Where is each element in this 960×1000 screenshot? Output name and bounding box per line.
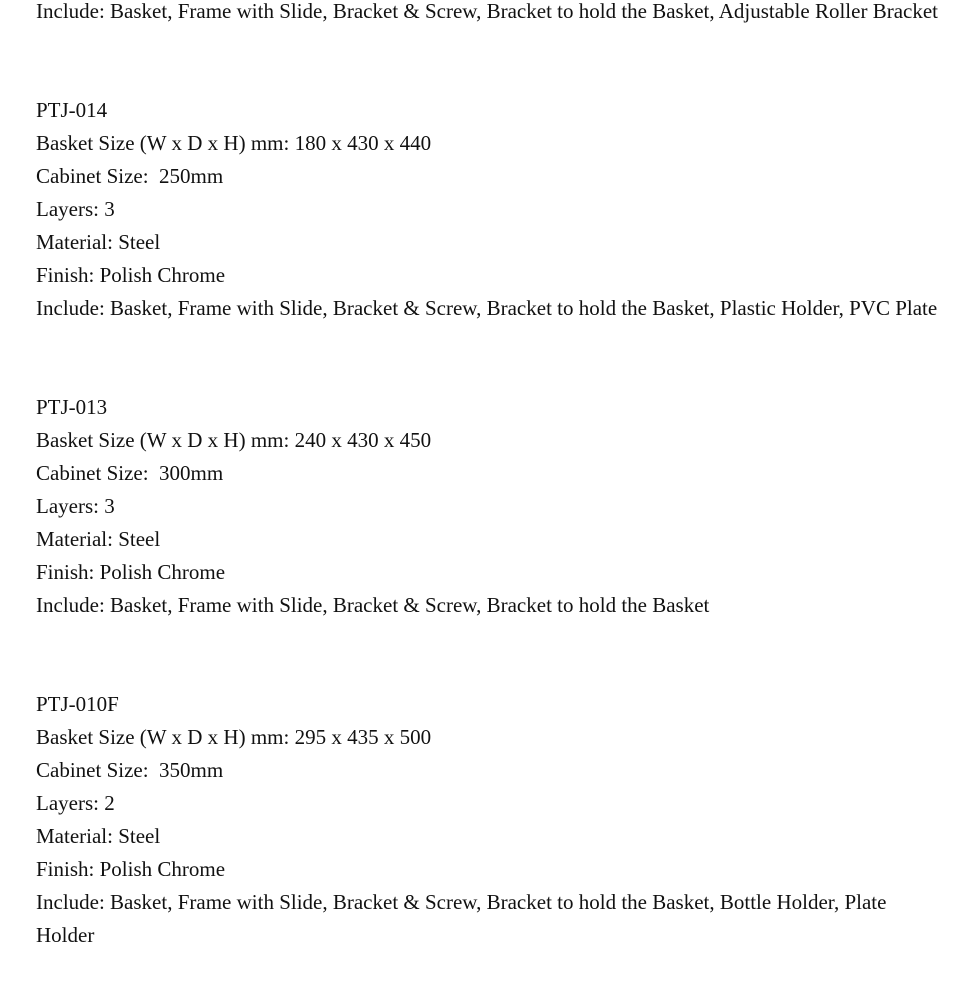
material-text: Material: Steel	[36, 824, 161, 848]
include-text: Include: Basket, Frame with Slide, Bracket & Screw, Bracket to hold the Basket	[36, 593, 710, 617]
product-code: PTJ-010F	[36, 692, 119, 716]
product-block-ptj-010f	[36, 688, 941, 952]
finish-text: Finish: Polish Chrome	[36, 560, 226, 584]
basket-size-text: Basket Size (W x D x H) mm: 180 x 430 x 440	[36, 131, 432, 155]
finish-text: Finish: Polish Chrome	[36, 857, 226, 881]
product-code: PTJ-013	[36, 395, 108, 419]
section-spacer	[36, 28, 941, 94]
include-text: Include: Basket, Frame with Slide, Bracket & Screw, Bracket to hold the Basket, Adjustable Roller Bracket	[36, 0, 938, 23]
layers-text: Layers: 3	[36, 197, 115, 221]
product-code: PTJ-014	[36, 98, 108, 122]
cabinet-size-text: Cabinet Size: 250mm	[36, 164, 224, 188]
layers-text: Layers: 3	[36, 494, 115, 518]
layers-text: Layers: 2	[36, 791, 115, 815]
basket-size-text: Basket Size (W x D x H) mm: 295 x 435 x 500	[36, 725, 432, 749]
product-block-ptj-013	[36, 391, 941, 622]
material-text: Material: Steel	[36, 230, 161, 254]
basket-size-text: Basket Size (W x D x H) mm: 240 x 430 x 450	[36, 428, 432, 452]
cabinet-size-text: Cabinet Size: 350mm	[36, 758, 224, 782]
include-text: Include: Basket, Frame with Slide, Bracket & Screw, Bracket to hold the Basket, Plastic Holder, PVC Plate	[36, 296, 938, 320]
product-block-ptj-014	[36, 94, 941, 325]
finish-text: Finish: Polish Chrome	[36, 263, 226, 287]
include-text: Include: Basket, Frame with Slide, Bracket & Screw, Bracket to hold the Basket, Bottle Holder, Plate Holder	[36, 890, 887, 947]
previous-product-tail	[36, 0, 941, 28]
cabinet-size-text: Cabinet Size: 300mm	[36, 461, 224, 485]
product-document	[36, 0, 941, 952]
section-spacer	[36, 325, 941, 391]
section-spacer	[36, 622, 941, 688]
material-text: Material: Steel	[36, 527, 161, 551]
